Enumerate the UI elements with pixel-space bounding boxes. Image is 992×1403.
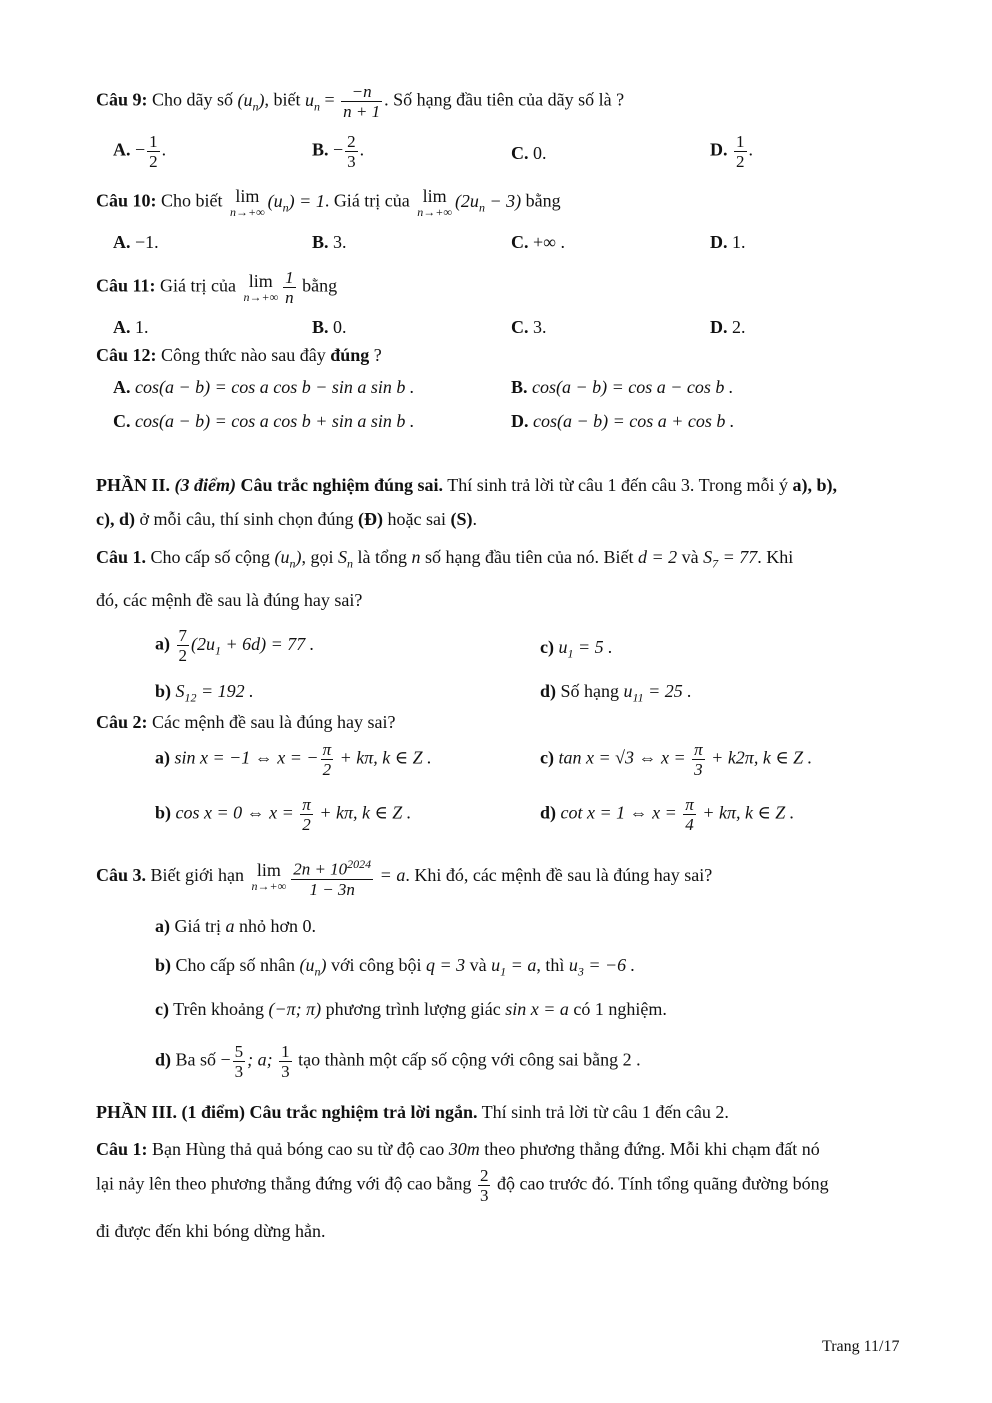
q12-text2: ? — [369, 345, 382, 365]
p2q1-s7: $S_7 = 77$ — [703, 547, 758, 571]
part2-items: a), b), — [792, 475, 837, 495]
p3-question-1 — [96, 1138, 820, 1160]
p2q1-seq: $(u_n)$ — [274, 547, 302, 571]
p2q3-item-a[interactable]: a) Giá trị a nhỏ hơn 0. — [155, 916, 317, 936]
p3q1-text1: Bạn Hùng thả quả bóng cao su từ độ cao — [147, 1139, 449, 1159]
part-2-heading — [96, 474, 837, 496]
q10-option-d[interactable]: D. 1. — [710, 232, 746, 252]
q11-label: Câu 11: — [96, 275, 156, 296]
p2q2-item-d[interactable]: d) cot x = 1 ⇔ x = $\frac{\pi}{4}$ + kπ, k ∈ Z . — [540, 795, 795, 834]
q10-label: Câu 10: — [96, 190, 157, 211]
p2q2-item-a[interactable]: a) sin x = −1 ⇔ x = − $\frac{\pi}{2}$ + kπ, k ∈ Z . — [155, 740, 432, 779]
q10-expr2: $(2u_n - 3)$ — [454, 190, 522, 215]
p2q3-label: Câu 3. — [96, 864, 147, 885]
p2q3-text1: Biết giới hạn — [146, 864, 249, 885]
p2q1-label: Câu 1. — [96, 547, 147, 567]
q11-option-b[interactable]: B. 0. — [312, 317, 347, 337]
part2-line2-mid: hoặc sai — [383, 509, 451, 529]
q9-option-a[interactable]: A. − $\frac{1}{2}$ . — [113, 132, 167, 171]
q12-option-c[interactable]: C. cos(a − b) = cos a cos b + sin a sin b . — [113, 411, 415, 431]
q10-text1: Cho biết — [156, 190, 228, 211]
part-2-instructions — [96, 508, 477, 530]
part2-title: PHẦN II. — [96, 475, 171, 495]
q12-option-b[interactable]: B. cos(a − b) = cos a − cos b . — [511, 377, 734, 397]
q11-option-a[interactable]: A. 1. — [113, 317, 149, 337]
question-12 — [96, 344, 382, 366]
p2q3-item-c[interactable]: c) Trên khoảng (−π; π) phương trình lượng giác sin x = a có 1 nghiệm. — [155, 999, 667, 1019]
part2-s-label: (S) — [450, 509, 473, 529]
part3-title: PHẦN III. (1 điểm) Câu trắc nghiệm trả lời ngắn. — [96, 1102, 478, 1122]
p2q1-d: d = 2 — [637, 547, 678, 567]
q10-lim1: lim n→+∞ — [230, 186, 265, 219]
p2q2-text: Các mệnh đề sau là đúng hay sai? — [147, 712, 396, 732]
p2q1-text6: . Khi — [757, 547, 794, 567]
part3-text: Thí sinh trả lời từ câu 1 đến câu 2. — [477, 1102, 729, 1122]
q9-label: Câu 9: — [96, 89, 148, 110]
part2-d-label: (Đ) — [358, 509, 383, 529]
q11-lim: lim n→+∞ — [243, 271, 279, 304]
p2q3-text2: . Khi đó, các mệnh đề sau là đúng hay sai? — [405, 864, 713, 885]
p2q3-eq: = a — [375, 864, 406, 885]
p2q3-item-d[interactable]: d) Ba số − $\frac{5}{3}$ ; a; $\frac{1}{3}$ tạo thành một cấp số cộng với công sai bằng 2 . — [155, 1042, 641, 1081]
q10-option-a[interactable]: A. −1. — [113, 232, 159, 252]
p2q1-n: n — [411, 547, 421, 567]
p3q1-line3: đi được đến khi bóng dừng hẳn. — [96, 1221, 326, 1241]
q11-option-d[interactable]: D. 2. — [710, 317, 746, 337]
q12-label: Câu 12: — [96, 345, 157, 365]
p2q1-item-b[interactable]: b) $S_{12} = 192$ . — [155, 681, 254, 705]
q12-option-a[interactable]: A. cos(a − b) = cos a cos b − sin a sin b . — [113, 377, 415, 397]
p2q1-item-a[interactable]: a) $\frac{7}{2}$ $(2u_1 + 6d) = 77$ . — [155, 626, 315, 665]
p2q3-fraction: $\frac{2n + 10^{2024}}{1 - 3n}$ — [293, 857, 372, 899]
p2q1-text2: , gọi — [301, 547, 339, 567]
p2q1-text1: Cho cấp số cộng — [146, 547, 275, 567]
p2q3-item-b[interactable]: b) Cho cấp số nhân $(u_n)$ với công bội q = 3 và $u_1 = a$, thì $u_3 = -6$ . — [155, 955, 636, 979]
q9-un: $u_n$ — [305, 89, 321, 114]
p2q2-item-c[interactable]: c) tan x = √3 ⇔ x = $\frac{\pi}{3}$ + k2π, k ∈ Z . — [540, 740, 813, 779]
p2-question-2 — [96, 711, 395, 733]
part2-score: (3 điểm) — [170, 475, 236, 495]
p3q1-line2b: độ cao trước đó. Tính tổng quãng đường bóng — [492, 1173, 829, 1194]
q9-option-b[interactable]: B. − $\frac{2}{3}$ . — [312, 132, 365, 171]
q10-text2: . Giá trị của — [324, 190, 415, 211]
q11-option-c[interactable]: C. 3. — [511, 317, 547, 337]
question-10 — [96, 186, 561, 219]
p2q1-sn: $S_n$ — [338, 547, 354, 571]
q10-option-b[interactable]: B. 3. — [312, 232, 347, 252]
p2q1-item-d[interactable]: d) Số hạng $u_{11} = 25$ . — [540, 681, 692, 705]
part2-heading-text: Câu trắc nghiệm đúng sai. — [236, 475, 444, 495]
p3q1-fraction: $\frac{2}{3}$ — [479, 1166, 489, 1205]
q12-text1: Công thức nào sau đây — [156, 345, 331, 365]
p3q1-line2 — [96, 1166, 829, 1205]
q9-text3: . Số hạng đầu tiên của dãy số là ? — [384, 89, 625, 110]
q11-text2: bằng — [297, 275, 338, 296]
q9-eq: = — [320, 89, 340, 110]
q11-fraction: $\frac{1}{n}$ — [285, 268, 294, 307]
p2q1-line2: đó, các mệnh đề sau là đúng hay sai? — [96, 590, 363, 610]
p3q1-label: Câu 1: — [96, 1139, 148, 1159]
q12-bold: đúng — [330, 345, 370, 365]
q9-fraction: $\frac{-n}{n + 1}$ — [343, 82, 381, 121]
p2q1-text3: là tổng — [353, 547, 412, 567]
p2q1-text5: và — [677, 547, 704, 567]
question-9 — [96, 82, 624, 121]
p2q1-item-c[interactable]: c) $u_1 = 5$ . — [540, 637, 613, 661]
p2-question-3 — [96, 855, 712, 899]
part2-text1: Thí sinh trả lời từ câu 1 đến câu 3. Trong mỗi ý — [443, 475, 793, 495]
part2-line2-end: . — [472, 509, 477, 529]
q9-option-d[interactable]: D. $\frac{1}{2}$ . — [710, 132, 753, 171]
p2q2-item-b[interactable]: b) cos x = 0 ⇔ x = $\frac{\pi}{2}$ + kπ, k ∈ Z . — [155, 795, 412, 834]
p3q1-line2a: lại nảy lên theo phương thẳng đứng với độ cao bằng — [96, 1173, 476, 1194]
p3q1-height: 30m — [448, 1139, 480, 1159]
p3q1-text2: theo phương thẳng đứng. Mỗi khi chạm đất nó — [479, 1139, 820, 1159]
p2q3-lim: lim n→+∞ — [251, 860, 287, 894]
q9-option-c[interactable]: C. 0. — [511, 143, 547, 163]
q10-option-c[interactable]: C. +∞ . — [511, 232, 565, 252]
part-3-heading — [96, 1101, 729, 1123]
q10-text3: bằng — [521, 190, 561, 211]
q10-lim2: lim n→+∞ — [417, 186, 452, 219]
q9-text1: Cho dãy số — [147, 89, 238, 110]
part2-line2-items: c), d) — [96, 509, 135, 529]
p2q2-label: Câu 2: — [96, 712, 148, 732]
q12-option-d[interactable]: D. cos(a − b) = cos a + cos b . — [511, 411, 735, 431]
q10-expr1: $(u_n) = 1$ — [267, 190, 325, 215]
part2-line2-text: ở mỗi câu, thí sinh chọn đúng — [135, 509, 358, 529]
page-number: Trang 11/17 — [822, 1338, 900, 1355]
question-11 — [96, 268, 337, 307]
p2-question-1 — [96, 546, 793, 575]
q11-text1: Giá trị của — [155, 275, 241, 296]
q9-text2: , biết — [264, 89, 306, 110]
q9-seq: $(u_n)$ — [237, 89, 265, 114]
p2q1-text4: số hạng đầu tiên của nó. Biết — [420, 547, 638, 567]
